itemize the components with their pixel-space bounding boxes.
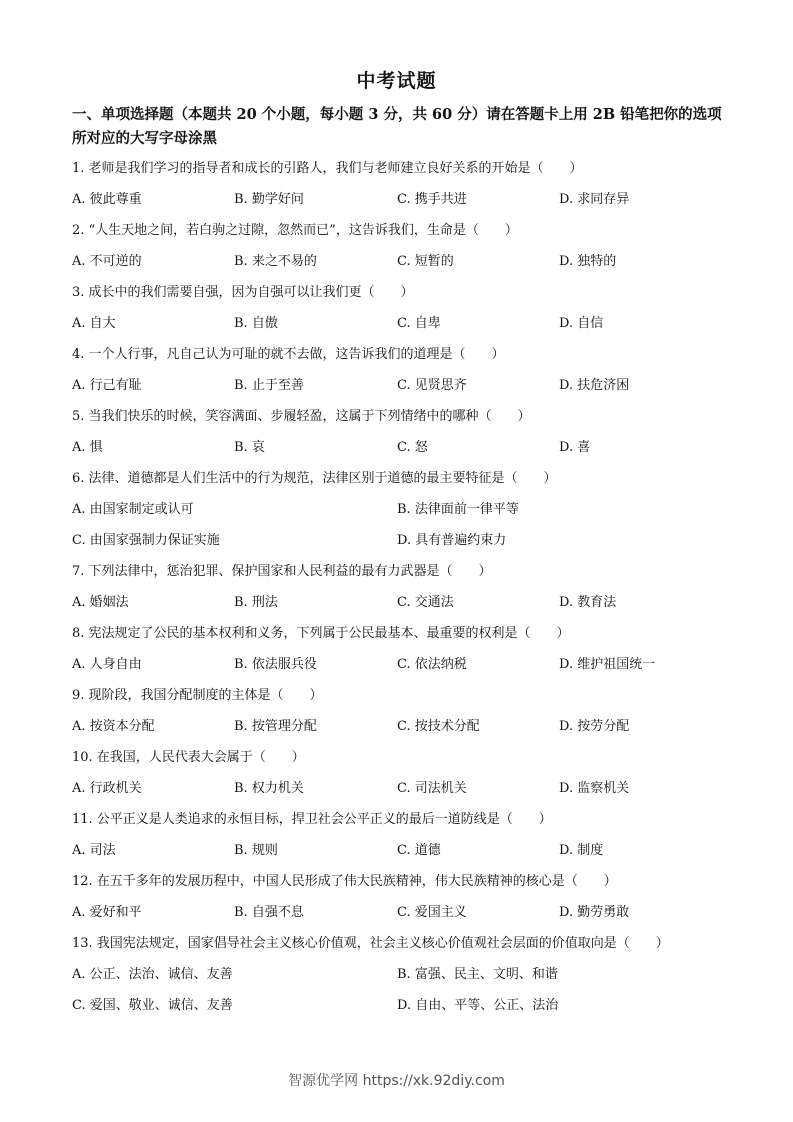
answer-option: D. 扶危济困	[559, 378, 630, 393]
answer-option: D. 具有普遍约束力	[397, 533, 507, 548]
answer-option: A. 不可逆的	[72, 254, 142, 269]
option-row	[72, 992, 732, 1023]
answer-option: B. 止于至善	[234, 378, 304, 393]
question-item	[72, 465, 732, 558]
answer-option: C. 短暂的	[397, 254, 454, 269]
question-stem: 6. 法律、道德都是人们生活中的行为规范，法律区别于道德的最主要特征是（ ）	[72, 471, 557, 486]
answer-option: B. 按管理分配	[234, 719, 317, 734]
question-list	[72, 155, 732, 1023]
question-item	[72, 403, 732, 465]
answer-option: A. 爱好和平	[72, 905, 142, 920]
answer-option: A. 惧	[72, 440, 103, 455]
answer-option: C. 司法机关	[397, 781, 467, 796]
answer-option: B. 法律面前一律平等	[397, 502, 519, 517]
question-stem: 10. 在我国，人民代表大会属于（ ）	[72, 750, 305, 765]
answer-option: C. 见贤思齐	[397, 378, 467, 393]
answer-option: C. 由国家强制力保证实施	[72, 533, 220, 548]
option-row	[72, 186, 732, 217]
answer-option: B. 刑法	[234, 595, 278, 610]
answer-option: B. 来之不易的	[234, 254, 317, 269]
answer-option: D. 监察机关	[559, 781, 630, 796]
answer-option: A. 行己有耻	[72, 378, 142, 393]
answer-option: B. 自强不息	[234, 905, 304, 920]
question-stem: 12. 在五千多年的发展历程中，中国人民形成了伟大民族精神，伟大民族精神的核心是（ ）	[72, 874, 617, 889]
answer-option: A. 婚姻法	[72, 595, 129, 610]
question-stem: 1. 老师是我们学习的指导者和成长的引路人，我们与老师建立良好关系的开始是（ ）	[72, 161, 583, 176]
question-stem: 11. 公平正义是人类追求的永恒目标，捍卫社会公平正义的最后一道防线是（ ）	[72, 812, 552, 827]
answer-option: C. 道德	[397, 843, 441, 858]
question-item	[72, 341, 732, 403]
question-item	[72, 155, 732, 217]
answer-option: D. 独特的	[559, 254, 617, 269]
answer-option: B. 规则	[234, 843, 278, 858]
answer-option: D. 教育法	[559, 595, 617, 610]
question-item	[72, 868, 732, 930]
answer-option: A. 人身自由	[72, 657, 142, 672]
answer-option: D. 自由、平等、公正、法治	[397, 998, 559, 1013]
option-row	[72, 434, 732, 465]
answer-option: A. 司法	[72, 843, 116, 858]
answer-option: C. 爱国、敬业、诚信、友善	[72, 998, 233, 1013]
question-stem: 9. 现阶段，我国分配制度的主体是（ ）	[72, 688, 323, 703]
footer-watermark: 智源优学网 https://xk.92diy.com	[288, 1073, 505, 1089]
option-row	[72, 589, 732, 620]
question-stem: 8. 宪法规定了公民的基本权利和义务，下列属于公民最基本、最重要的权利是（ ）	[72, 626, 570, 641]
answer-option: C. 自卑	[397, 316, 441, 331]
answer-option: D. 喜	[559, 440, 591, 455]
question-stem: 5. 当我们快乐的时候，笑容满面、步履轻盈，这属于下列情绪中的哪种（ ）	[72, 409, 531, 424]
answer-option: A. 公正、法治、诚信、友善	[72, 967, 233, 982]
option-row	[72, 961, 732, 992]
question-item	[72, 806, 732, 868]
answer-option: D. 制度	[559, 843, 604, 858]
question-stem: 13. 我国宪法规定，国家倡导社会主义核心价值观，社会主义核心价值观社会层面的价值取向是（ ）	[72, 936, 669, 951]
option-row	[72, 248, 732, 279]
answer-option: A. 自大	[72, 316, 116, 331]
option-row	[72, 899, 732, 930]
section-heading: 一、单项选择题（本题共 20 个小题，每小题 3 分，共 60 分）请在答题卡上用 2B 铅笔把你的选项所对应的大写字母涂黑	[72, 106, 722, 147]
answer-option: B. 哀	[234, 440, 265, 455]
question-item	[72, 744, 732, 806]
answer-option: C. 按技术分配	[397, 719, 480, 734]
answer-option: D. 求同存异	[559, 192, 630, 207]
answer-option: C. 依法纳税	[397, 657, 467, 672]
option-row	[72, 713, 732, 744]
answer-option: C. 怒	[397, 440, 428, 455]
option-row	[72, 310, 732, 341]
question-stem: 2. “人生天地之间，若白驹之过隙，忽然而已”，这告诉我们，生命是（ ）	[72, 223, 518, 238]
answer-option: D. 勤劳勇敢	[559, 905, 630, 920]
option-row	[72, 527, 732, 558]
answer-option: C. 交通法	[397, 595, 454, 610]
question-stem: 4. 一个人行事，凡自己认为可耻的就不去做，这告诉我们的道理是（ ）	[72, 347, 505, 362]
answer-option: D. 维护祖国统一	[559, 657, 656, 672]
answer-option: A. 按资本分配	[72, 719, 155, 734]
question-item	[72, 930, 732, 1023]
answer-option: A. 彼此尊重	[72, 192, 142, 207]
answer-option: B. 富强、民主、文明、和谐	[397, 967, 558, 982]
answer-option: D. 自信	[559, 316, 604, 331]
answer-option: B. 自傲	[234, 316, 278, 331]
answer-option: C. 爱国主义	[397, 905, 467, 920]
question-item	[72, 217, 732, 279]
question-item	[72, 620, 732, 682]
option-row	[72, 372, 732, 403]
question-stem: 3. 成长中的我们需要自强，因为自强可以让我们更（ ）	[72, 285, 414, 300]
question-item	[72, 558, 732, 620]
answer-option: A. 行政机关	[72, 781, 142, 796]
question-item	[72, 682, 732, 744]
option-row	[72, 837, 732, 868]
answer-option: D. 按劳分配	[559, 719, 630, 734]
answer-option: C. 携手共进	[397, 192, 467, 207]
question-stem: 7. 下列法律中，惩治犯罪、保护国家和人民利益的最有力武器是（ ）	[72, 564, 492, 579]
option-row	[72, 651, 732, 682]
answer-option: B. 依法服兵役	[234, 657, 317, 672]
page-title: 中考试题	[356, 70, 437, 92]
answer-option: B. 勤学好问	[234, 192, 304, 207]
option-row	[72, 496, 732, 527]
option-row	[72, 775, 732, 806]
answer-option: A. 由国家制定或认可	[72, 502, 194, 517]
answer-option: B. 权力机关	[234, 781, 304, 796]
question-item	[72, 279, 732, 341]
